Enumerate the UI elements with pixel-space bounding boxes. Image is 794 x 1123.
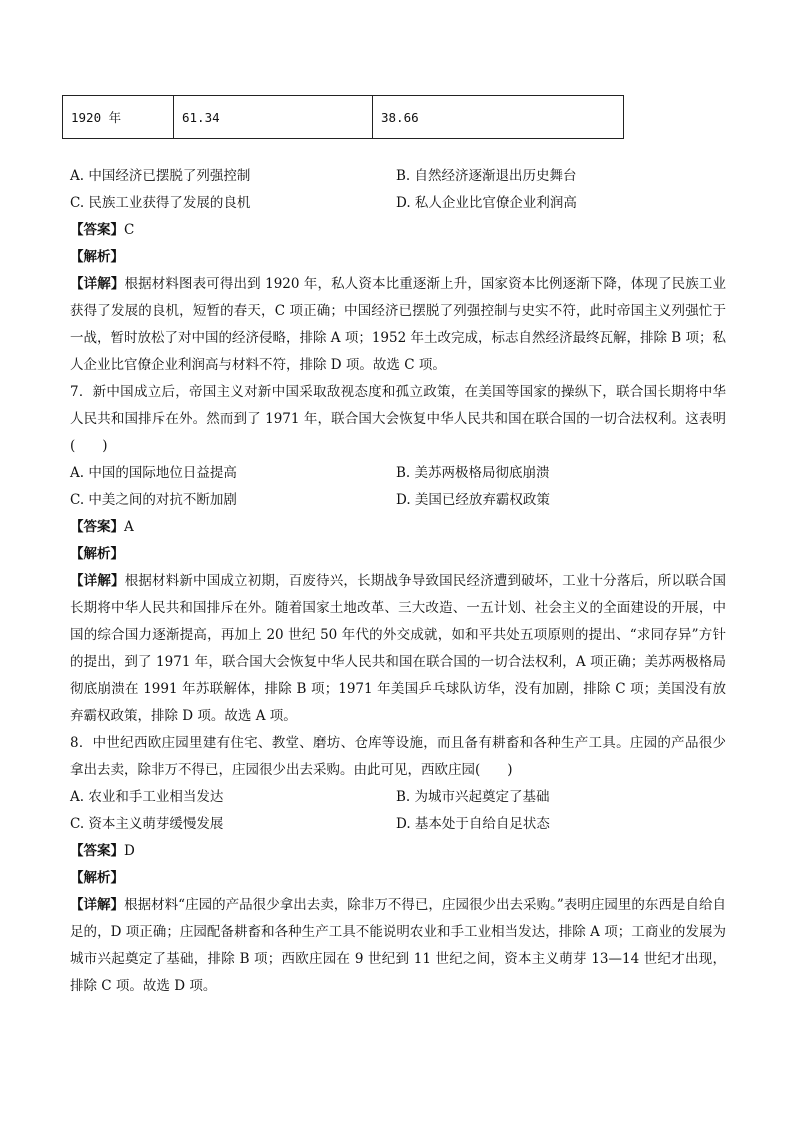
q6-option-b: B. 自然经济逐渐退出历史舞台 [396,168,577,184]
content [70,163,726,1000]
detail-label: 【详解】 [70,897,125,913]
q7-option-b: B. 美苏两极格局彻底崩溃 [396,465,550,481]
table-cell-state: 38.66 [373,96,624,139]
q8-detail [70,892,726,1000]
detail-label: 【详解】 [70,276,125,292]
table-cell-year: 1920 年 [63,96,174,139]
q8-option-d: D. 基本处于自给自足状态 [396,816,550,832]
q7-stem: 7．新中国成立后，帝国主义对新中国采取敌视态度和孤立政策，在美国等国家的操纵下，联合国长期将中华人民共和国排斥在外。然而到了 1971 年，联合国大会恢复中华人民共和国在联合国的一切合法权利。这表明( ) [70,384,726,454]
q7-option-c: C. 中美之间的对抗不断加剧 [70,492,237,508]
q8-options [70,784,726,838]
q8-option-b: B. 为城市兴起奠定了基础 [396,789,550,805]
q6-answer [70,217,726,244]
q6-detail [70,271,726,379]
q6-option-d: D. 私人企业比官僚企业利润高 [396,195,577,211]
answer-label: 【答案】 [70,843,124,859]
q7-option-a: A. 中国的国际地位日益提高 [70,465,237,481]
answer-label: 【答案】 [70,519,124,535]
q6-options [70,163,726,217]
q8-analysis-label: 【解析】 [70,870,124,886]
q6-option-c: C. 民族工业获得了发展的良机 [70,195,251,211]
q8-option-a: A. 农业和手工业相当发达 [70,789,224,805]
detail-label: 【详解】 [70,573,125,589]
q7-detail [70,568,726,730]
answer-value: A [124,519,134,535]
detail-text: 根据材料“庄园的产品很少拿出去卖，除非万不得已，庄园很少出去采购。”表明庄园里的东西是自给自足的，D 项正确；庄园配备耕畜和各种生产工具不能说明农业和手工业相当发达，排除 A 项；工商业的发展为城市兴起奠定了基础，排除 B 项；西欧庄园在 9 世纪到 11 世纪之间，资本主义萌芽 13—14 世纪才出现，排除 C 项。故选 D 项。 [70,897,726,994]
table-cell-private: 61.34 [174,96,373,139]
q8-stem: 8．中世纪西欧庄园里建有住宅、教堂、磨坊、仓库等设施，而且备有耕畜和各种生产工具。庄园的产品很少拿出去卖，除非万不得已，庄园很少出去采购。由此可见，西欧庄园( ) [70,735,726,778]
answer-value: C [124,222,135,238]
q7-options [70,460,726,514]
q7-option-d: D. 美国已经放弃霸权政策 [396,492,550,508]
q8-answer [70,838,726,865]
q6-option-a: A. 中国经济已摆脱了列强控制 [70,168,251,184]
answer-value: D [124,843,135,859]
data-table [62,95,624,139]
table-row [63,96,624,139]
answer-label: 【答案】 [70,222,124,238]
q7-answer [70,514,726,541]
q8-option-c: C. 资本主义萌芽缓慢发展 [70,816,224,832]
q7-analysis-label: 【解析】 [70,546,124,562]
detail-text: 根据材料新中国成立初期，百废待兴，长期战争导致国民经济遭到破坏，工业十分落后，所以联合国长期将中华人民共和国排斥在外。随着国家土地改革、三大改造、一五计划、社会主义的全面建设的开展，中国的综合国力逐渐提高，再加上 20 世纪 50 年代的外交成就，如和平共处五项原则的提出、“求同存异”方针的提出，到了 1971 年，联合国大会恢复中华人民共和国在联合国的一切合法权利，A 项正确；美苏两极格局彻底崩溃在 1991 年苏联解体，排除 B 项；1971 年美国乒乓球队访华，没有加剧，排除 C 项；美国没有放弃霸权政策，排除 D 项。故选 A 项。 [70,573,727,724]
detail-text: 根据材料图表可得出到 1920 年，私人资本比重逐渐上升，国家资本比例逐渐下降，体现了民族工业获得了发展的良机，短暂的春天，C 项正确；中国经济已摆脱了列强控制与史实不符，此时帝国主义列强忙于一战，暂时放松了对中国的经济侵略，排除 A 项；1952 年土改完成，标志自然经济最终瓦解，排除 B 项；私人企业比官僚企业利润高与材料不符，排除 D 项。故选 C 项。 [70,276,726,373]
q6-analysis-label: 【解析】 [70,249,124,265]
